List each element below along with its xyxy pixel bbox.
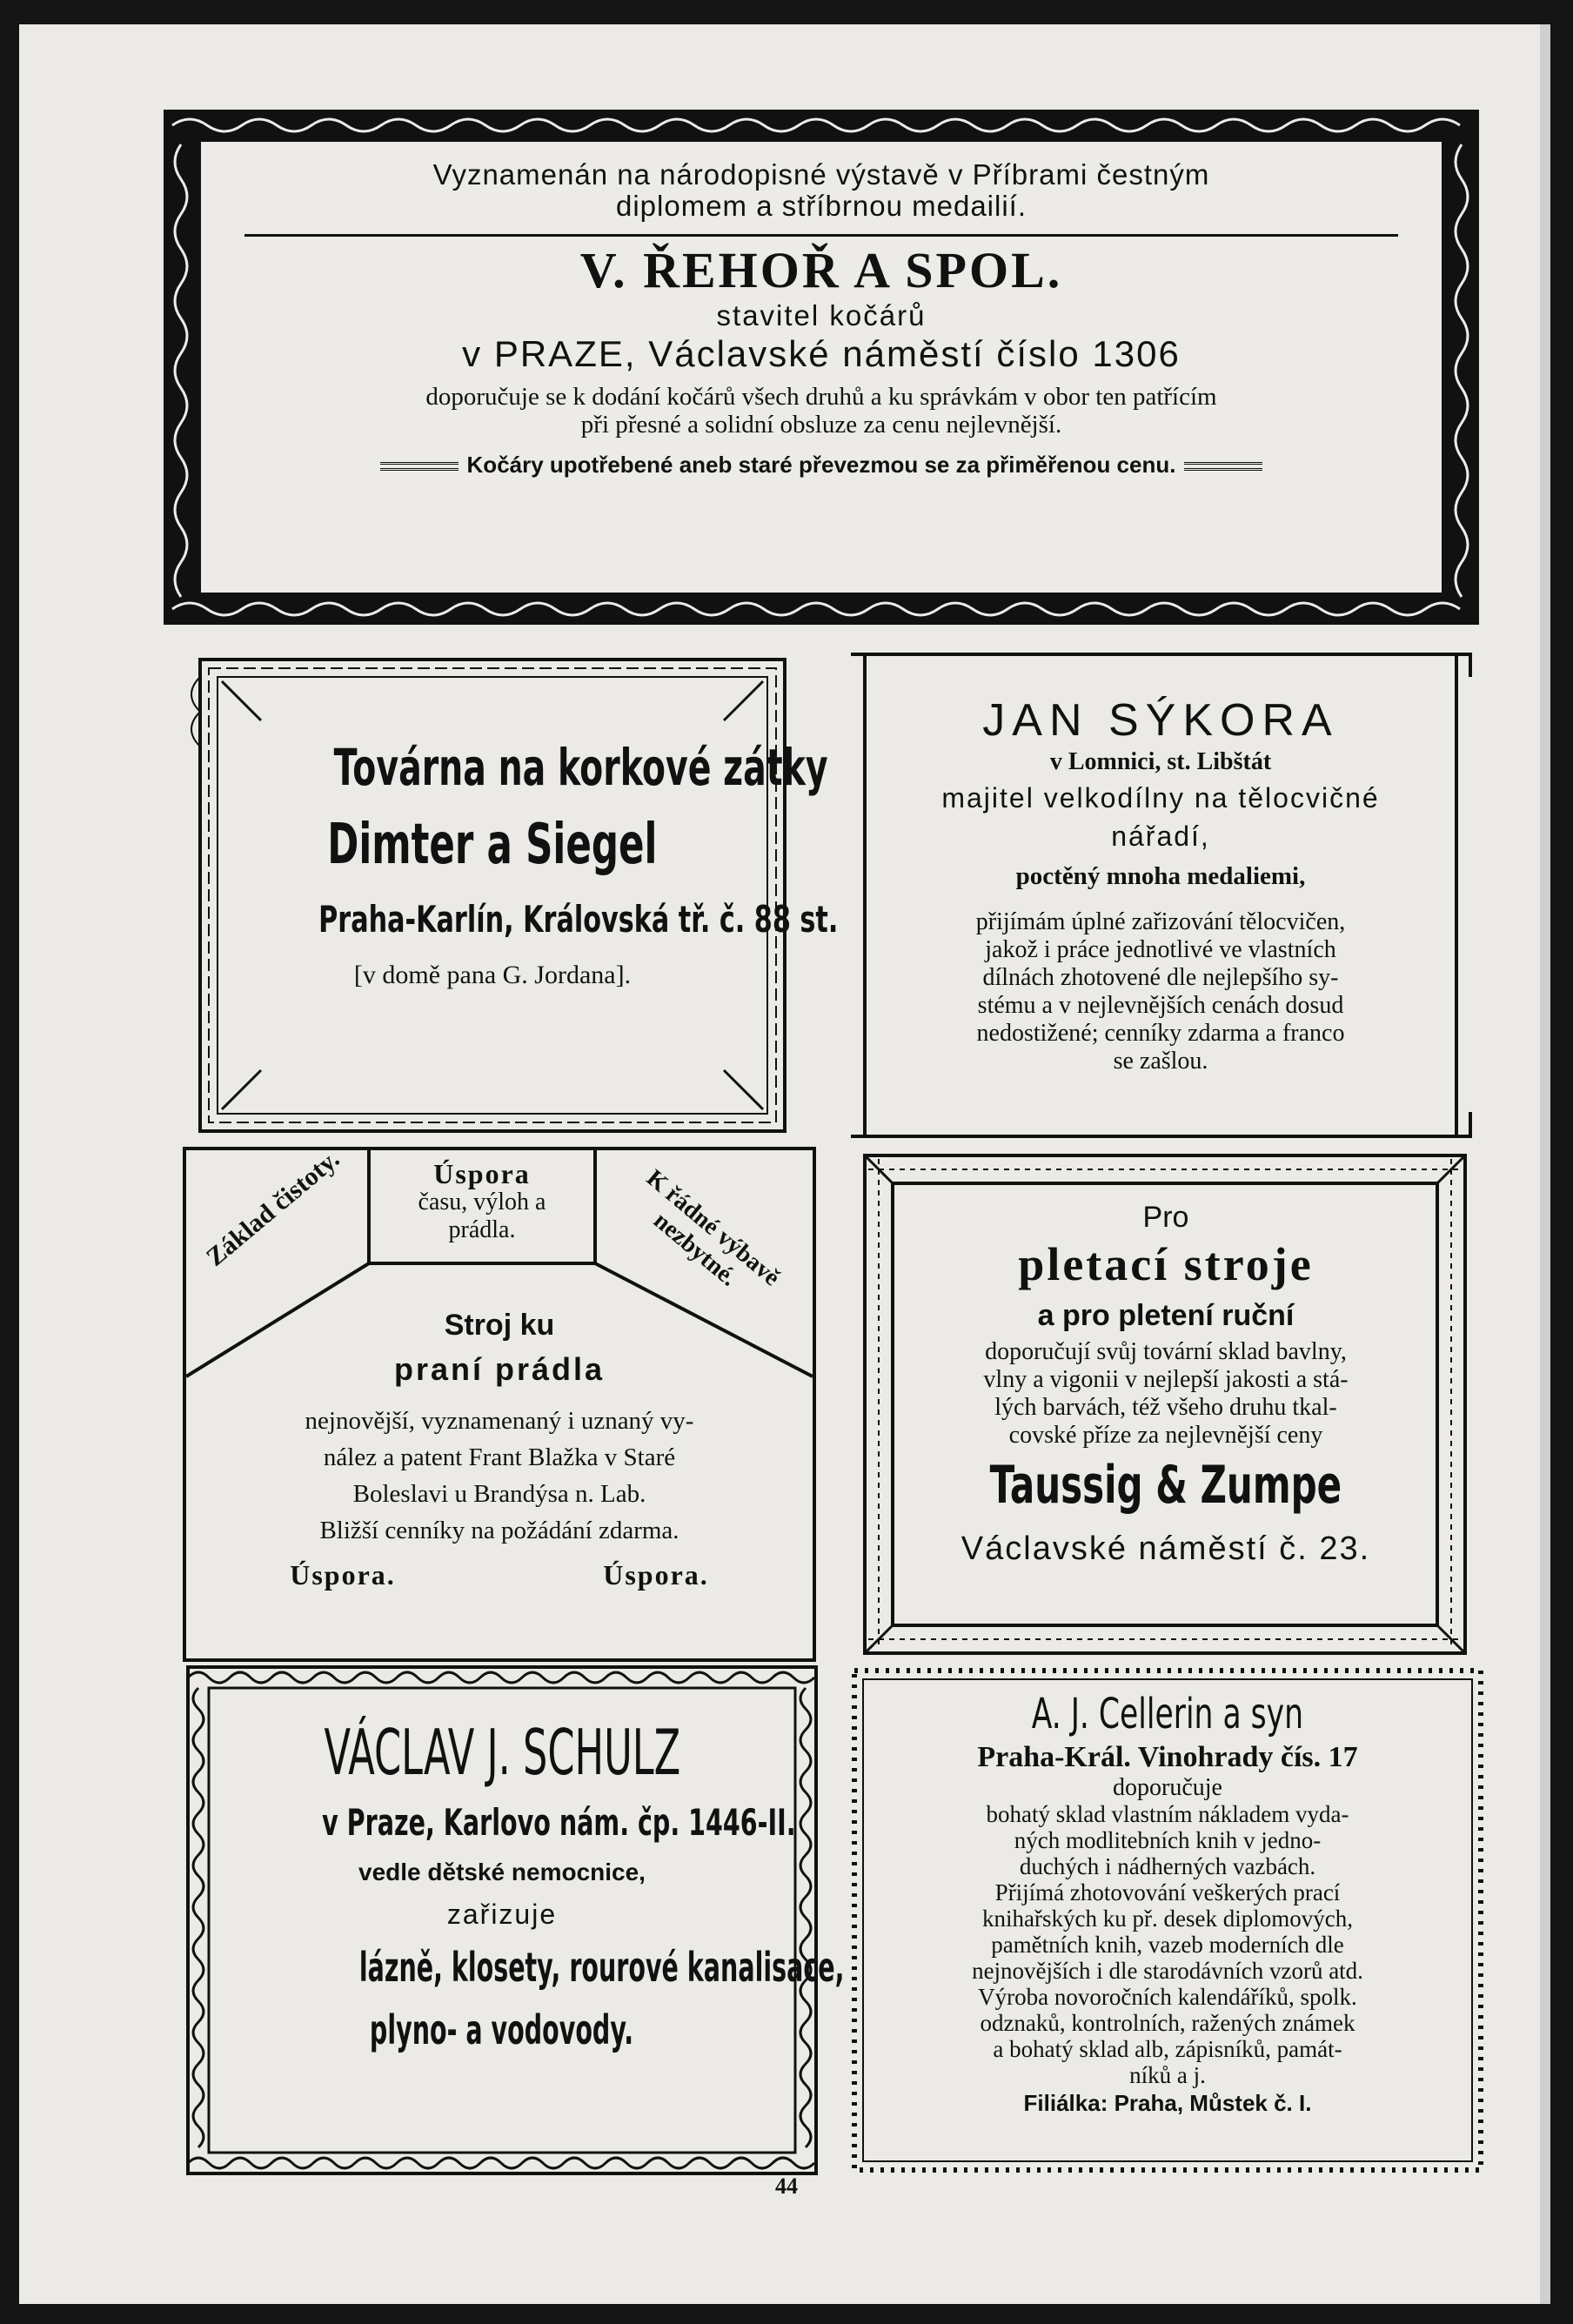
verb: zařizuje: [446, 1899, 558, 1930]
body-line: nejnovější, vyznamenaný i uznaný vy-: [305, 1407, 694, 1435]
body-line: a bohatý sklad alb, zápisníků, památ-: [993, 2036, 1342, 2062]
ad-rehor-frame: [198, 139, 1444, 595]
ad-cellerin: [851, 1664, 1484, 2177]
ad-rehor-carriage-builder: [164, 110, 1479, 625]
top-center-line: Úspora: [433, 1158, 531, 1189]
body-line: nedostižené; cenníky zdarma a franco: [976, 1020, 1345, 1047]
name: JAN SÝKORA: [982, 695, 1339, 746]
body-line: nejnovějších i dle starodávních vzorů atd.: [972, 1958, 1363, 1984]
body-line: nález a patent Frant Blažka v Staré: [323, 1443, 676, 1471]
name-row: [211, 1716, 793, 1794]
body-line: dílnách zhotovené dle nejlepšího sy-: [982, 964, 1339, 991]
footer-left: Úspora.: [290, 1559, 396, 1591]
body-line: vlny a vigonii v nejlepší jakosti a stá-: [983, 1366, 1349, 1393]
house-note: [v domě pana G. Jordana].: [353, 961, 632, 989]
title-row: [218, 738, 828, 804]
divider: [244, 234, 1398, 237]
body-line: Přijímá zhotovování veškerých prací: [994, 1879, 1341, 1905]
company-row: [218, 813, 767, 886]
title-2: praní prádla: [393, 1351, 606, 1387]
line1-row: [211, 1944, 845, 2006]
page-number: 44: [775, 2173, 798, 2199]
footer-note: [227, 447, 1416, 482]
award-line-1: Vyznamenán na národopisné výstavě v Příbrami čestným: [432, 158, 1210, 191]
name-row: [867, 1690, 1469, 1740]
body-line: bohatý sklad vlastním nákladem vyda-: [986, 1801, 1349, 1827]
title-1: Stroj ku: [444, 1309, 555, 1342]
trade: stavitel kočárů: [716, 299, 927, 332]
body-line: níků a j.: [1129, 2062, 1206, 2088]
company-name: Dimter a Siegel: [327, 813, 658, 877]
name: VÁCLAV J. SCHULZ: [324, 1716, 680, 1789]
body-line: pamětních knih, vazeb moderních dle: [991, 1932, 1344, 1958]
body-line: stému a v nejlevnějších cenách dosud: [977, 992, 1344, 1019]
body-line: covské příze za nejlevnější ceny: [1008, 1422, 1323, 1449]
factory-title: Továrna na korkové zátky: [333, 738, 828, 797]
body-line: knihařských ku př. desek diplomových,: [982, 1905, 1353, 1932]
line2-row: [211, 2006, 793, 2069]
rule-left: [380, 462, 459, 471]
body-line: přijímám úplné zařizování tělocvičen,: [975, 908, 1346, 935]
body-line: odznaků, kontrolních, ražených známek: [980, 2010, 1355, 2036]
honored: poctěný mnoha medaliemi,: [1015, 862, 1306, 890]
body-line: Boleslavi u Brandýsa n. Lab.: [352, 1480, 646, 1508]
body-line: se zašlou.: [1113, 1048, 1208, 1075]
ad-vaclav-schulz: [184, 1664, 845, 2177]
ad-sykora-text: [870, 694, 1451, 1075]
body-line: doporučují svůj tovární sklad bavlny,: [985, 1338, 1347, 1365]
body-line: Bližší cenníky na požádání zdarma.: [319, 1517, 679, 1544]
corner-right-text: K řádné výbavě nezbytné.: [640, 1164, 786, 1292]
body-line-2: při přesné a solidní obsluze za cenu nejlevnější.: [580, 411, 1062, 439]
services-line-1: lázně, klosety, rourové kanalisace,: [358, 1944, 845, 1991]
company-name: V. ŘEHOŘ A SPOL.: [579, 242, 1063, 298]
owner-line-2: nářadí,: [1111, 820, 1210, 852]
place: v Lomnici, st. Libštát: [1049, 748, 1272, 775]
services-line-2: plyno- a vodovody.: [370, 2006, 634, 2053]
address: v PRAZE, Václavské náměstí číslo 1306: [462, 333, 1181, 374]
ad-dimter-text: [218, 738, 839, 990]
body: [870, 908, 1451, 1075]
top-center: [369, 1159, 595, 1244]
address: Praha-Král. Vinohrady čís. 17: [977, 1741, 1358, 1773]
ad-schulz-text: [211, 1716, 845, 2069]
owner-line-1: majitel velkodílny na tělocvičné: [941, 782, 1380, 814]
address: Václavské náměstí č. 23.: [961, 1530, 1371, 1567]
title: pletací stroje: [1018, 1238, 1314, 1290]
ad-cellerin-text: [867, 1690, 1469, 2118]
body-line: jakož i práce jednotlivé ve vlastních: [985, 936, 1336, 963]
near: vedle dětské nemocnice,: [358, 1859, 646, 1885]
top-center-line: prádla.: [448, 1216, 516, 1243]
company-row: [896, 1455, 1436, 1530]
address-row: [218, 898, 839, 954]
ad-laundry-machine: [183, 1144, 816, 1662]
top-center-line: času, výloh a: [418, 1189, 546, 1216]
pro: Pro: [1142, 1201, 1189, 1234]
subtitle: a pro pletení ruční: [1037, 1299, 1295, 1332]
ad-laundry-text: [186, 1307, 813, 1591]
address: Praha-Karlín, Královská tř. č. 88 st.: [318, 898, 839, 941]
footer-row: [186, 1559, 813, 1591]
body-line: Výroba novoročních kalendáříků, spolk.: [978, 1984, 1357, 2010]
ad-jan-sykora: [844, 642, 1477, 1149]
ad-taussig-text: [896, 1199, 1436, 1568]
address: v Praze, Karlovo nám. čp. 1446-II.: [322, 1801, 796, 1844]
recommends: doporučuje: [1113, 1774, 1222, 1801]
company: Taussig & Zumpe: [989, 1455, 1342, 1516]
body-line: ných modlitebních knih v jedno-: [1014, 1827, 1322, 1853]
ad-taussig-zumpe: [844, 1147, 1477, 1662]
branch: Filiálka: Praha, Můstek č. I.: [1023, 2090, 1312, 2116]
body-line: duchých i nádherných vazbách.: [1019, 1853, 1316, 1879]
ad-dimter-siegel: [174, 642, 839, 1149]
award-line-2: diplomem a stříbrnou medailií.: [615, 190, 1027, 222]
rule-right: [1184, 462, 1262, 471]
corner-left-text: Základ čistoty.: [200, 1144, 345, 1272]
name: A. J. Cellerin a syn: [1031, 1690, 1304, 1738]
address-row: [211, 1801, 796, 1853]
body-line: lých barvách, též všeho druhu tkal-: [994, 1394, 1337, 1421]
body-line-1: doporučuje se k dodání kočárů všech druhů a ku správkám v obor ten patřícím: [425, 383, 1217, 411]
footer-text: Kočáry upotřebené aneb staré převezmou se za přiměřenou cenu.: [466, 452, 1176, 478]
footer-right: Úspora.: [603, 1559, 709, 1591]
